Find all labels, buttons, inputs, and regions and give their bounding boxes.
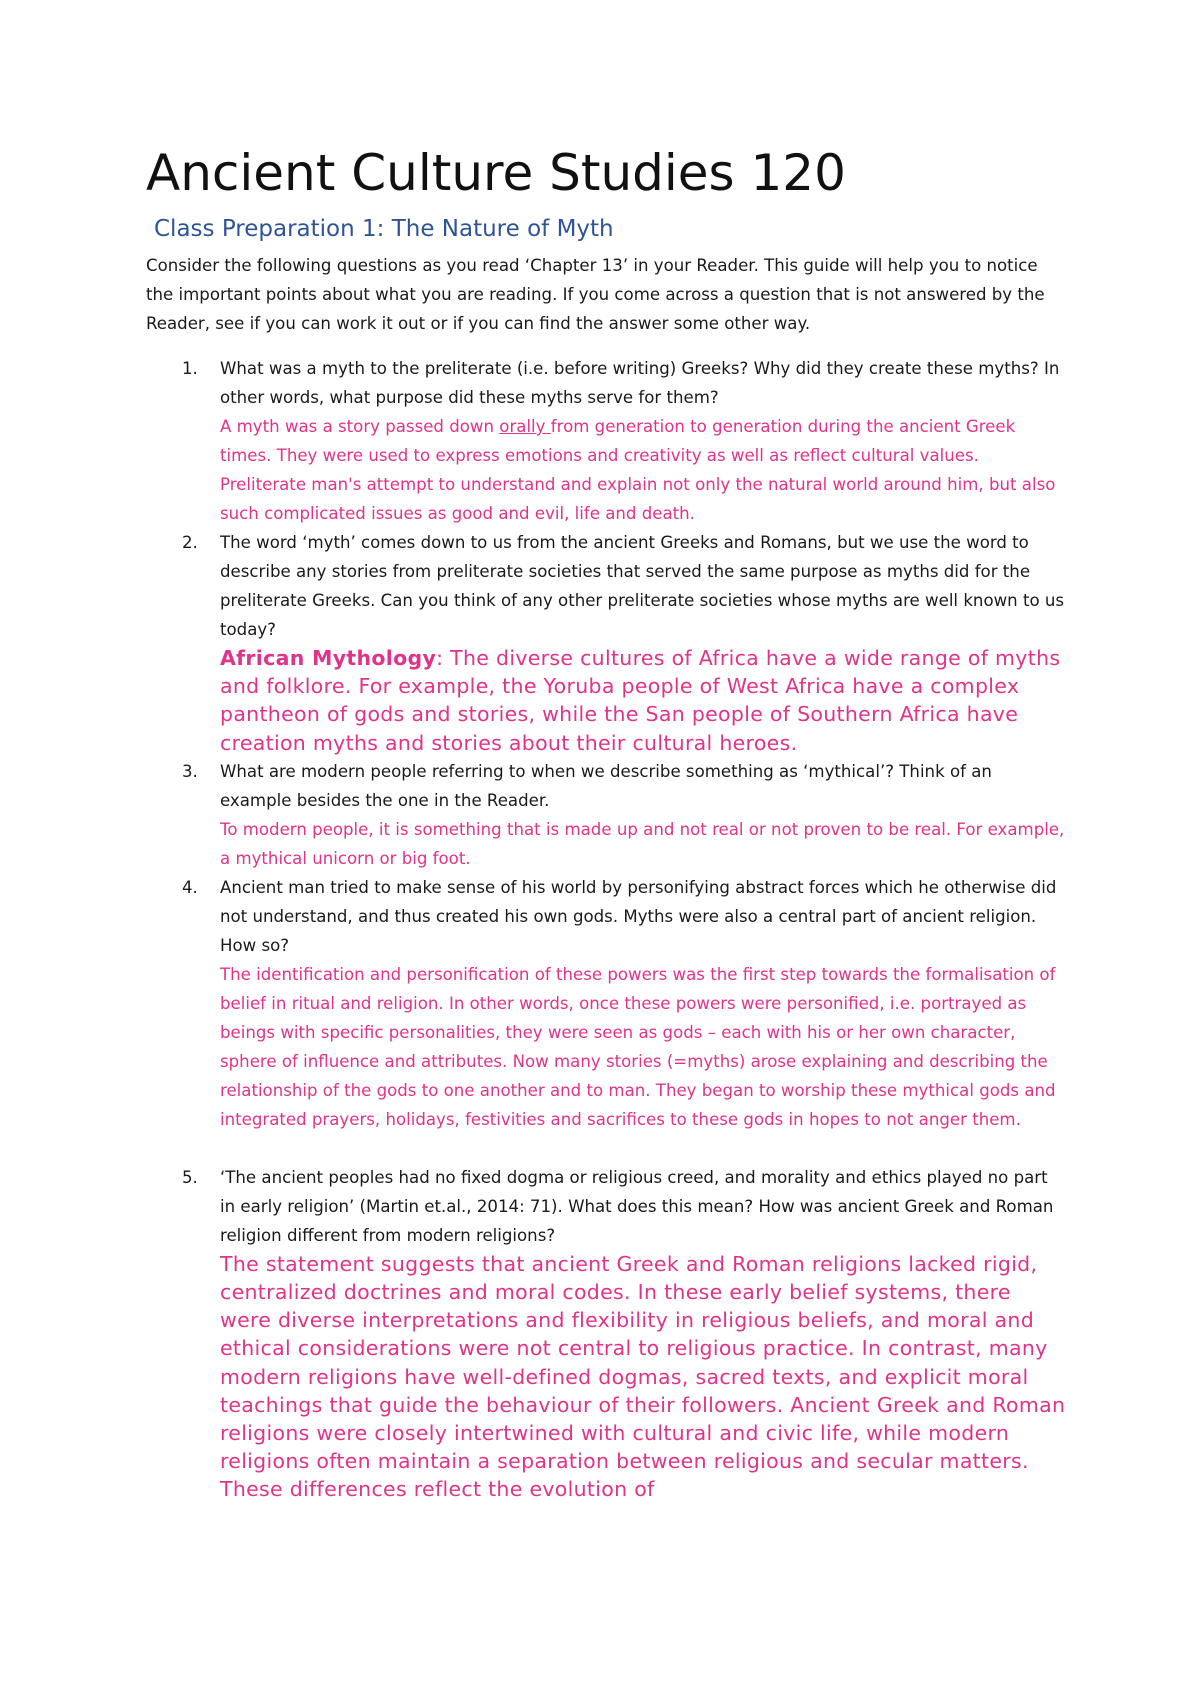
question-number: 2.: [182, 533, 198, 552]
answer-text: The statement suggests that ancient Greek and Roman religions lacked rigid, centralized doctrines and moral codes. In these early belief systems, there were diverse interpretations and flexibility in religious beliefs, and moral and ethical considerations were not central to religious practice. In contrast, many modern religions have well-defined dogmas, sacred texts, and explicit moral teachings that guide the behaviour of their followers. Ancient Greek and Roman religions were closely intertwined with cultural and civic life, while modern religions often maintain a separation between religious and secular matters. These differences reflect the evolution of: [220, 1251, 1066, 1502]
document-title: Ancient Culture Studies 120: [146, 144, 846, 202]
question-item-5: [146, 1163, 1066, 1504]
underlined-word: orally: [499, 417, 551, 436]
question-text: Ancient man tried to make sense of his world by personifying abstract forces which he otherwise did not understand, and thus created his own gods. Myths were also a central part of ancient religion. How so?: [220, 877, 1057, 955]
answer-text: To modern people, it is something that is made up and not real or not proven to be real. For example, a mythical unicorn or big foot.: [220, 819, 1065, 868]
paragraph-spacer: [220, 1134, 1066, 1163]
document-subtitle: Class Preparation 1: The Nature of Myth: [154, 216, 614, 242]
question-text: What are modern people referring to when we describe something as ‘mythical’? Think of an example besides the one in the Reader.: [220, 761, 992, 810]
question-number: 4.: [182, 877, 198, 897]
question-item-1: [146, 354, 1066, 528]
question-item-2: [146, 528, 1066, 757]
question-text: The word ‘myth’ comes down to us from the ancient Greeks and Romans, but we use the word to describe any stories from preliterate societies that served the same purpose as myths did for the preliterate Greeks. Can you think of any other preliterate societies whose myths are well known to us today?: [220, 533, 1065, 639]
question-item-4: [146, 873, 1066, 1163]
answer-text: The identification and personification of these powers was the first step towards the formalisation of belief in ritual and religion. In other words, once these powers were personified, i.e. portrayed as beings with specific personalities, they were seen as gods – each with his or her own character, sphere of influence and attributes. Now many stories (=myths) arose explaining and describing the relationship of the gods to one another and to man. They began to worship these mythical gods and integrated prayers, holidays, festivities and sacrifices to these gods in hopes to not anger them.: [220, 964, 1056, 1129]
intro-paragraph: Consider the following questions as you read ‘Chapter 13’ in your Reader. This guide will help you to notice the important points about what you are reading. If you come across a question that is not answered by the Reader, see if you can work it out or if you can find the answer some other way.: [146, 256, 1045, 333]
answer-text: [220, 644, 1066, 757]
answer-heading: African Mythology: [220, 646, 437, 670]
question-item-3: [146, 757, 1066, 873]
answer-text-body: : The diverse cultures of Africa have a wide range of myths and folklore. For example, the Yoruba people of West Africa have a complex pantheon of gods and stories, while the San people of Southern Africa have creation myths and stories about their cultural heroes.: [220, 646, 1061, 755]
question-text: What was a myth to the preliterate (i.e. before writing) Greeks? Why did they create these myths? In other words, what purpose did these myths serve for them?: [220, 359, 1060, 407]
answer-text-end: from generation to generation during the ancient Greek times. They were used to express emotions and creativity as well as reflect cultural values. Preliterate man's attempt to understand and explain not only the natural world around him, but also such complicated issues as good and evil, life and death.: [220, 417, 1056, 523]
question-list: [146, 354, 1066, 1504]
question-text: ‘The ancient peoples had no fixed dogma or religious creed, and morality and ethics played no part in early religion’ (Martin et.al., 2014: 71). What does this mean? How was ancient Greek and Roman religion different from modern religions?: [220, 1167, 1054, 1245]
question-number: 3.: [182, 761, 198, 781]
question-number: 1.: [182, 359, 198, 378]
answer-text: [220, 412, 1066, 528]
answer-text-start: A myth was a story passed down: [220, 417, 500, 436]
question-number: 5.: [182, 1167, 198, 1187]
